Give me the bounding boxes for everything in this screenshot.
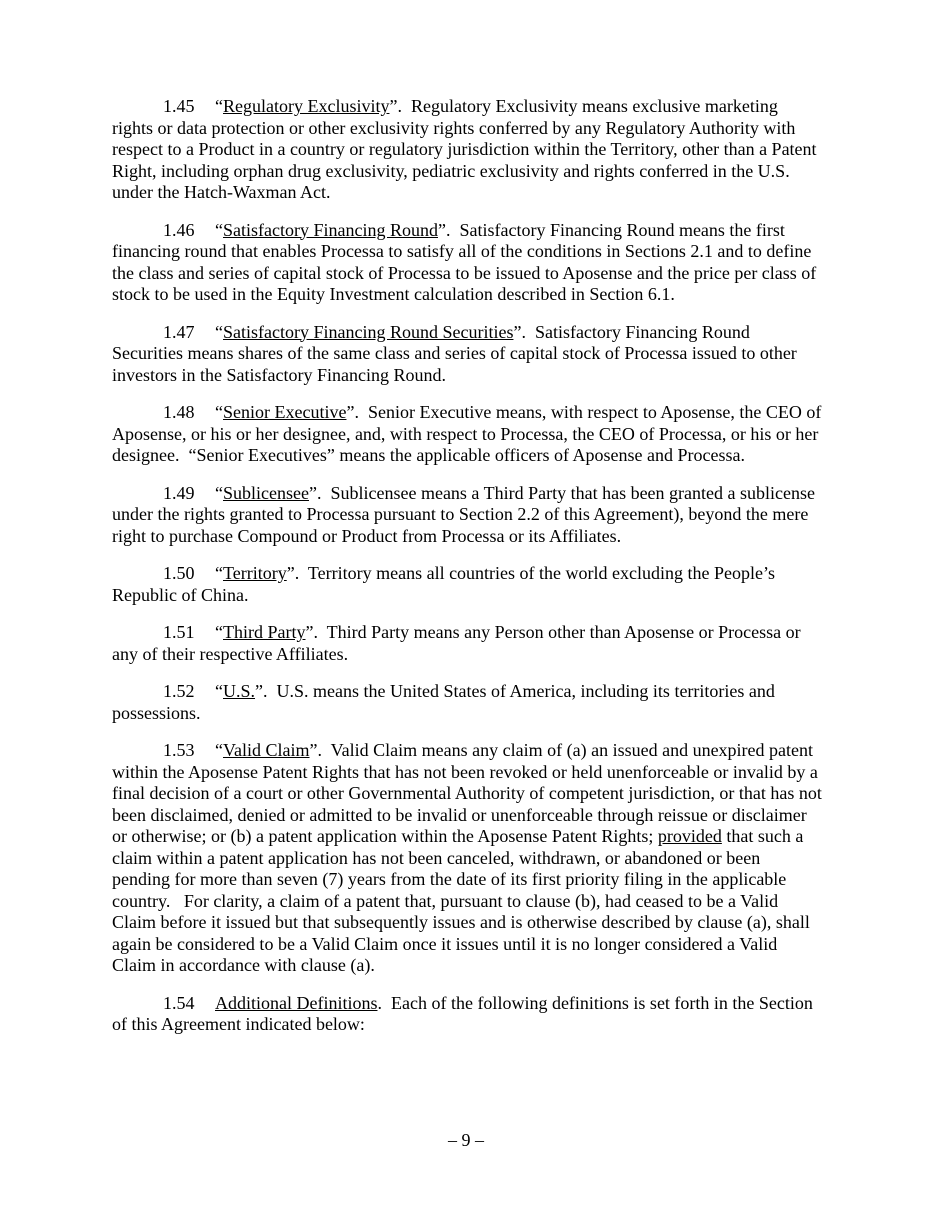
definition-text: ”. Sublicensee means a Third Party that has been granted a sublicense under the rights granted to Processa pursuant to Section 2.2 of this Agreement), beyond the mere right to purchase Compound or Product from Processa or its Affiliates. [112, 482, 820, 546]
definition-text: ”. Satisfactory Financing Round Securities means shares of the same class and series of capital stock of Processa issued to other investors in the Satisfactory Financing Round. [112, 321, 802, 385]
defined-term: Satisfactory Financing Round [223, 219, 438, 240]
section-number: 1.48 [163, 402, 195, 422]
defined-term: Senior Executive [223, 402, 347, 422]
definition-paragraph [112, 322, 822, 387]
section-number: 1.46 [163, 219, 195, 240]
definition-text: . Each of the following definitions is set forth in the Section of this Agreement indicated below: [112, 992, 818, 1034]
definitions-list [112, 96, 827, 1052]
section-number: 1.45 [163, 96, 195, 116]
defined-term: Territory [223, 563, 287, 583]
definition-text: ”. Third Party means any Person other than Aposense or Processa or any of their respective Affiliates. [112, 622, 806, 664]
section-number: 1.52 [163, 681, 195, 701]
definition-text: “ [215, 681, 223, 701]
defined-term: U.S. [223, 681, 256, 701]
definition-text: ”. U.S. means the United States of America, including its territories and possessions. [112, 681, 780, 723]
section-number: 1.47 [163, 321, 195, 342]
section-number: 1.50 [163, 563, 195, 583]
section-number: 1.53 [163, 740, 195, 760]
definition-paragraph [112, 563, 822, 606]
defined-term: Satisfactory Financing Round Securities [223, 321, 514, 342]
definition-paragraph [112, 483, 822, 548]
definition-text: “ [215, 219, 223, 240]
definition-paragraph [112, 993, 822, 1036]
page-number: – 9 – [448, 1130, 484, 1150]
defined-term: provided [657, 826, 722, 846]
definition-text: “ [215, 482, 223, 503]
definition-paragraph [112, 220, 822, 306]
section-number: 1.49 [163, 482, 195, 503]
definition-text: “ [215, 321, 223, 342]
defined-term: Valid Claim [223, 740, 310, 760]
definition-text: that such a claim within a patent application has not been canceled, withdrawn, or abandoned or been pending for more than seven (7) years from the date of its first priority filing in the applicable country. For clarity, a claim of a patent that, pursuant to clause (b), had ceased to be a Valid Claim before it issued but that subsequently issues and is otherwise described by clause (a), shall again be considered to be a Valid Claim once it issues until it is no longer considered a Valid Claim in accordance with clause (a). [112, 826, 815, 975]
section-number: 1.54 [163, 992, 195, 1013]
definition-paragraph [112, 622, 822, 665]
definition-text: “ [215, 563, 223, 583]
definition-text: ”. Satisfactory Financing Round means the first financing round that enables Processa to satisfy all of the conditions in Sections 2.1 and to define the class and series of capital stock of Processa to be issued to Aposense and the price per class of stock to be used in the Equity Investment calculation described in Section 6.1. [112, 219, 821, 304]
definition-text: “ [215, 740, 223, 760]
definition-text: “ [215, 96, 223, 116]
definition-text: ”. Regulatory Exclusivity means exclusive marketing rights or data protection or other exclusivity rights conferred by any Regulatory Authority with respect to a Product in a country or regulatory jurisdiction within the Territory, other than a Patent Right, including orphan drug exclusivity, pediatric exclusivity and rights conferred in the U.S. under the Hatch-Waxman Act. [112, 96, 822, 202]
definition-paragraph [112, 740, 827, 977]
definition-text: “ [215, 402, 223, 422]
defined-term: Additional Definitions [215, 992, 378, 1013]
definition-text: ”. Valid Claim means any claim of (a) an issued and unexpired patent within the Aposense Patent Rights that has not been revoked or held unenforceable or invalid by a final decision of a court or other Governmental Authority of competent jurisdiction, or that has not been disclaimed, denied or admitted to be invalid or unenforceable through reissue or disclaimer or otherwise; or (b) a patent application within the Aposense Patent Rights; [112, 740, 827, 846]
defined-term: Sublicensee [223, 482, 309, 503]
definition-paragraph [112, 96, 822, 204]
defined-term: Third Party [223, 622, 306, 642]
definition-text: ”. Territory means all countries of the world excluding the People’s Republic of China. [112, 563, 780, 605]
section-number: 1.51 [163, 622, 195, 642]
definition-text: “ [215, 622, 223, 642]
definition-text: ”. Senior Executive means, with respect to Aposense, the CEO of Aposense, or his or her designee, and, with respect to Processa, the CEO of Processa, or his or her designee. “Senior Executives” means the applicable officers of Aposense and Processa. [112, 402, 825, 465]
definition-paragraph [112, 402, 825, 467]
defined-term: Regulatory Exclusivity [223, 96, 390, 116]
definition-paragraph [112, 681, 822, 724]
